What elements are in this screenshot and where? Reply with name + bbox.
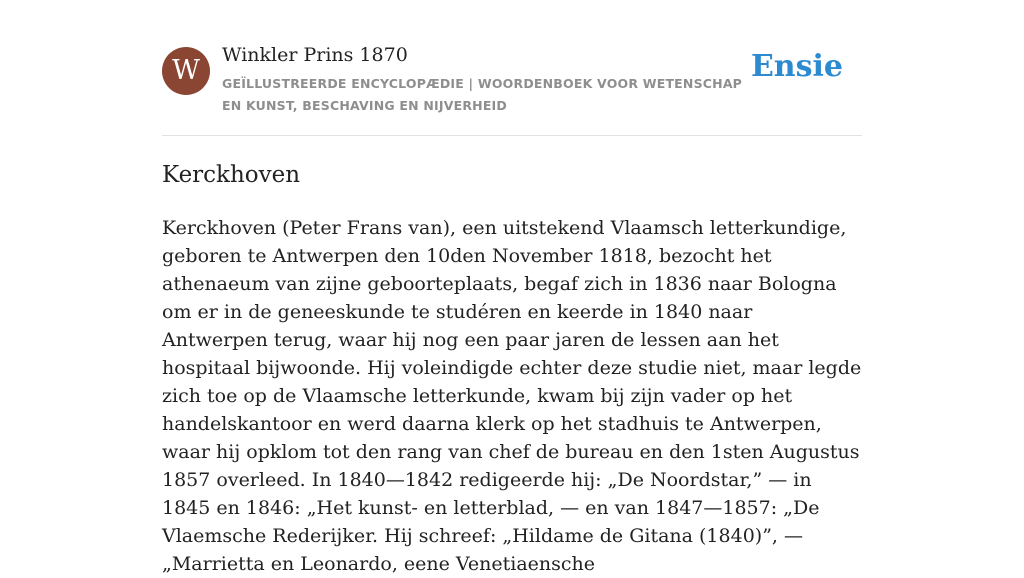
page-container bbox=[162, 0, 862, 578]
entry-body: Kerckhoven (Peter Frans van), een uitstekend Vlaamsch letterkundige, geboren te Antwerpen den 10den November 1818, bezocht het athenaeum van zijne geboorteplaats, begaf zich in 1836 naar Bologna om er in de geneeskunde te studéren en keerde in 1840 naar Antwerpen terug, waar hij nog een paar jaren de lessen aan het hospitaal bijwoonde. Hij voleindigde echter deze studie niet, maar legde zich toe op de Vlaamsche letterkunde, kwam bij zijn vader op het handelskantoor en werd daarna klerk op het stadhuis te Antwerpen, waar hij opklom tot den rang van chef de bureau en den 1sten Augustus 1857 overleed. In 1840—1842 redigeerde hij: „De Noordstar,” — in 1845 en 1846: „Het kunst- en letterblad, — en van 1847—1857: „De Vlaemsche Rederijker. Hij schreef: „Hildame de Gitana (1840)”, — „Marrietta en Leonardo, eene Venetiaensche bbox=[162, 217, 862, 575]
avatar[interactable]: W bbox=[162, 47, 210, 95]
entry-title: Kerckhoven bbox=[162, 162, 301, 188]
book-subtitle: GEÏLLUSTREERDE ENCYCLOPÆDIE | WOORDENBOEK VOOR WETENSCHAP EN KUNST, BESCHAVING EN NIJVERHEID bbox=[222, 76, 743, 113]
header bbox=[162, 0, 862, 136]
ensie-logo[interactable]: Ensie bbox=[750, 49, 843, 84]
book-title[interactable]: Winkler Prins 1870 bbox=[222, 44, 408, 66]
